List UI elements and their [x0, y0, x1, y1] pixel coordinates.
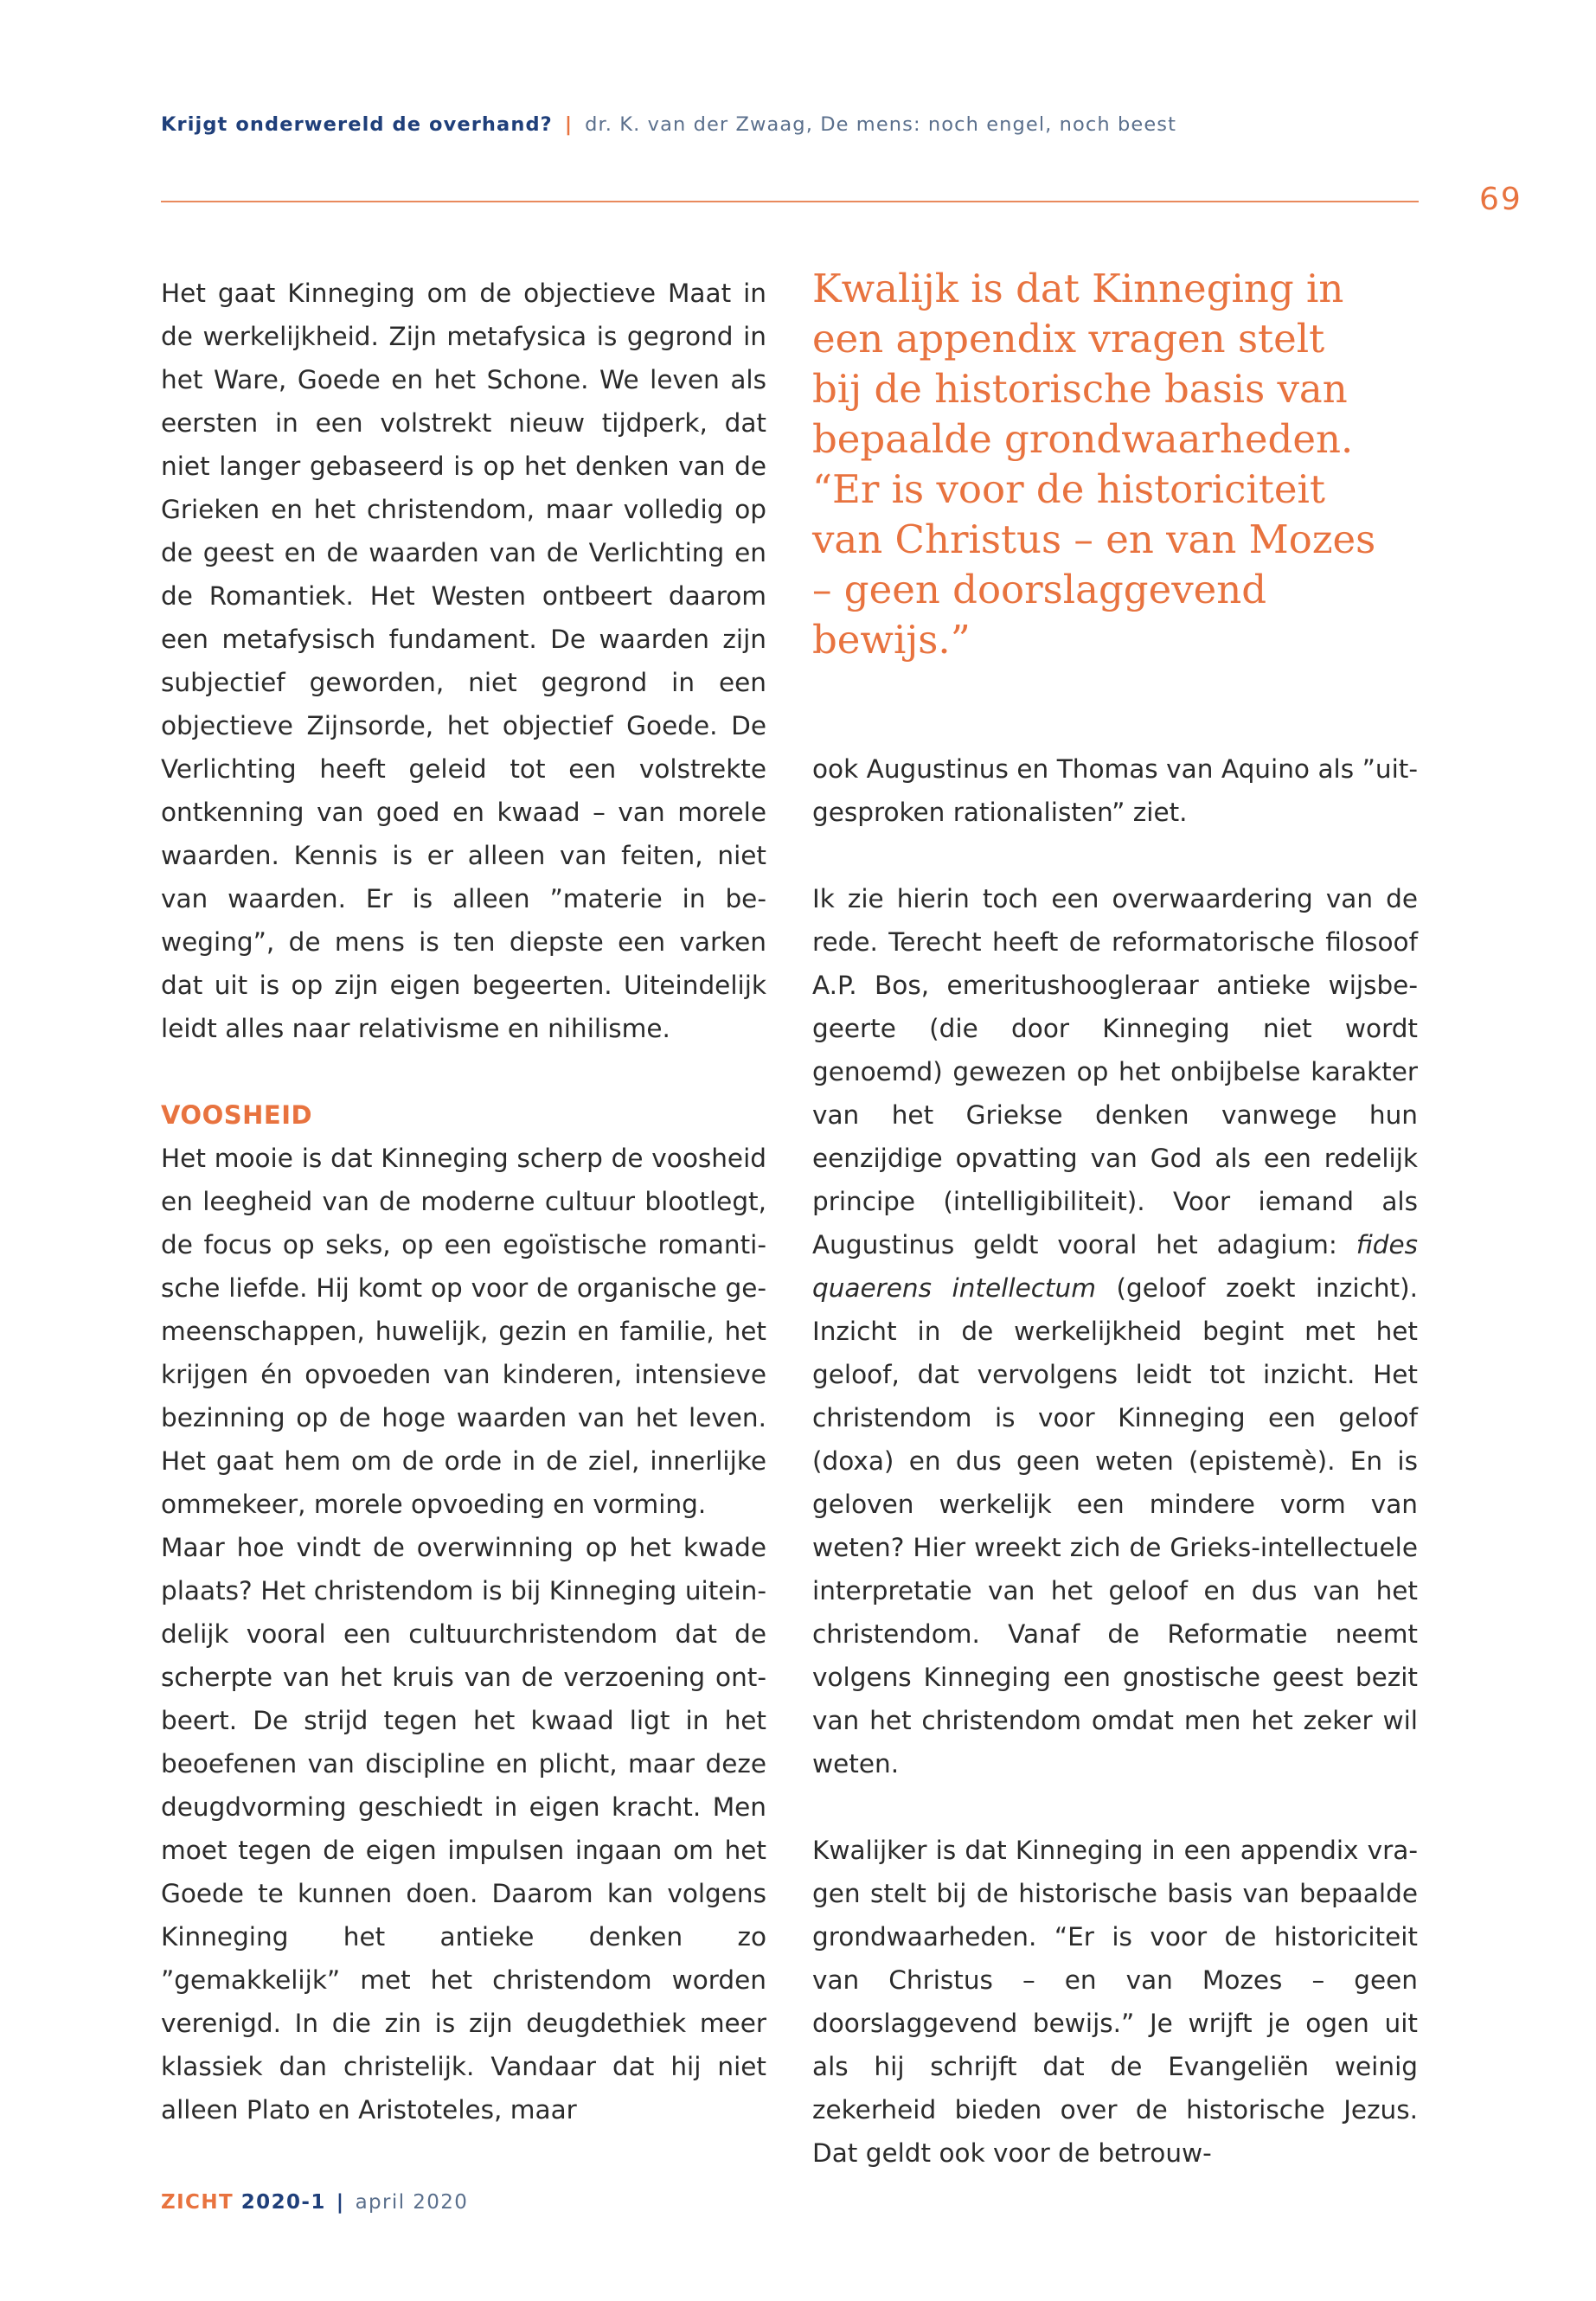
- pull-quote: Kwalijk is dat Kinneging in een appendix vragen stelt bij de historische basis van bepaalde grondwaarheden. “Er is voor de historiciteit van Christus – en van Mozes – geen doorslaggevend bewijs.”: [812, 266, 1376, 663]
- right-paragraph-2: [812, 877, 1418, 1785]
- header-rule: [161, 201, 1419, 202]
- footer-separator: |: [336, 2191, 345, 2214]
- left-paragraph-1: Het gaat Kinneging om de objectieve Maat in de werkelijkheid. Zijn metafysica is gegrond in het Ware, Goede en het Schone. We leven als eersten in een volstrekt nieuw tijdperk, dat niet langer gebaseerd is op het denken van de Grieken en het christendom, maar volledig op de geest en de waarden van de Verlichting en de Romantiek. Het Westen ontbeert daarom een metafysisch fundament. De waarden zijn subjectief geworden, niet gegrond in een objectieve Zijnsorde, het objectief Goede. De Verlichting heeft geleid tot een volstrekte ontkenning van goed en kwaad – van morele waarden. Kennis is er alleen van feiten, niet van waarden. Er is alleen ”materie in beweging”, de mens is ten diepste een varken dat uit is op zijn eigen begeerten. Uiteindelijk leidt alles naar relativisme en nihilisme.: [161, 279, 766, 1043]
- left-paragraph-3: Maar hoe vindt de overwinning op het kwade plaats? Het christendom is bij Kinneging uiteindelijk vooral een cultuurchristendom dat de scherpte van het kruis van de verzoening ontbeert. De strijd tegen het kwaad ligt in het beoefenen van discipline en plicht, maar deze deugdvorming geschiedt in eigen kracht. Men moet tegen de eigen impulsen ingaan om het Goede te kunnen doen. Daarom kan volgens Kinneging het antieke denken zo ”gemakkelijk” met het christendom worden verenigd. In die zin is zijn deugdethiek meer klassiek dan christelijk. Vandaar dat hij niet alleen Plato en Aristoteles, maar: [161, 1533, 766, 2125]
- right-paragraph-3: Kwalijker is dat Kinneging in een appendix vragen stelt bij de historische basis van bepaalde grondwaarheden. “Er is voor de historiciteit van Christus – en van Mozes – geen doorslaggevend bewijs.” Je wrijft je ogen uit als hij schrijft dat de Evangeliën weinig zekerheid bieden over de historische Jezus. Dat geldt ook voor de betrouw-: [812, 1836, 1418, 2168]
- right-paragraph-2-text-b: (geloof zoekt inzicht). Inzicht in de werkelijkheid begint met het geloof, dat vervolgens leidt tot inzicht. Het christendom is voor Kinneging een geloof (doxa) en dus geen weten (epistemè). En is geloven werkelijk een mindere vorm van weten? Hier wreekt zich de Grieks-intellectuele interpretatie van het geloof en dus van het christendom. Vanaf de Reformatie neemt volgens Kinneging een gnostische geest bezit van het christendom omdat men het zeker wil weten.: [812, 1273, 1418, 1779]
- left-paragraph-2: Het mooie is dat Kinneging scherp de voosheid en leegheid van de moderne cultuur blootlegt, de focus op seks, op een egoïstische romantische liefde. Hij komt op voor de organische gemeenschappen, huwelijk, gezin en familie, het krijgen én opvoeden van kinderen, intensieve bezinning op de hoge waarden van het leven. Het gaat hem om de orde in de ziel, innerlijke ommekeer, morele opvoeding en vorming.: [161, 1144, 766, 1519]
- article-title: Krijgt onderwereld de overhand?: [161, 113, 553, 136]
- right-paragraph-1: ook Augustinus en Thomas van Aquino als ”uitgesproken rationalisten” ziet.: [812, 754, 1418, 827]
- page-footer: [161, 2191, 468, 2214]
- issue-date: april 2020: [355, 2191, 469, 2214]
- right-column: [812, 747, 1418, 2175]
- running-header: [161, 113, 1415, 136]
- section-subheading: VOOSHEID: [161, 1100, 313, 1130]
- latin-adage: fides quaerens intellectum: [812, 1230, 1418, 1303]
- magazine-name: ZICHT: [161, 2191, 234, 2214]
- page-number: 69: [1479, 182, 1522, 217]
- article-author-subtitle: dr. K. van der Zwaag, De mens: noch engel, noch beest: [585, 113, 1177, 136]
- left-column: [161, 272, 766, 2131]
- issue-number: 2020-1: [240, 2191, 326, 2214]
- right-paragraph-2-text-a: Ik zie hierin toch een overwaardering van de rede. Terecht heeft de reformatorische filosoof A.P. Bos, emeritushoogleraar antieke wijsbegeerte (die door Kinneging niet wordt genoemd) gewezen op het onbijbelse karakter van het Griekse denken vanwege hun eenzijdige opvatting van God als een redelijk principe (intelligibiliteit). Voor iemand als Augustinus geldt vooral het adagium:: [812, 884, 1418, 1259]
- header-separator: |: [564, 113, 574, 136]
